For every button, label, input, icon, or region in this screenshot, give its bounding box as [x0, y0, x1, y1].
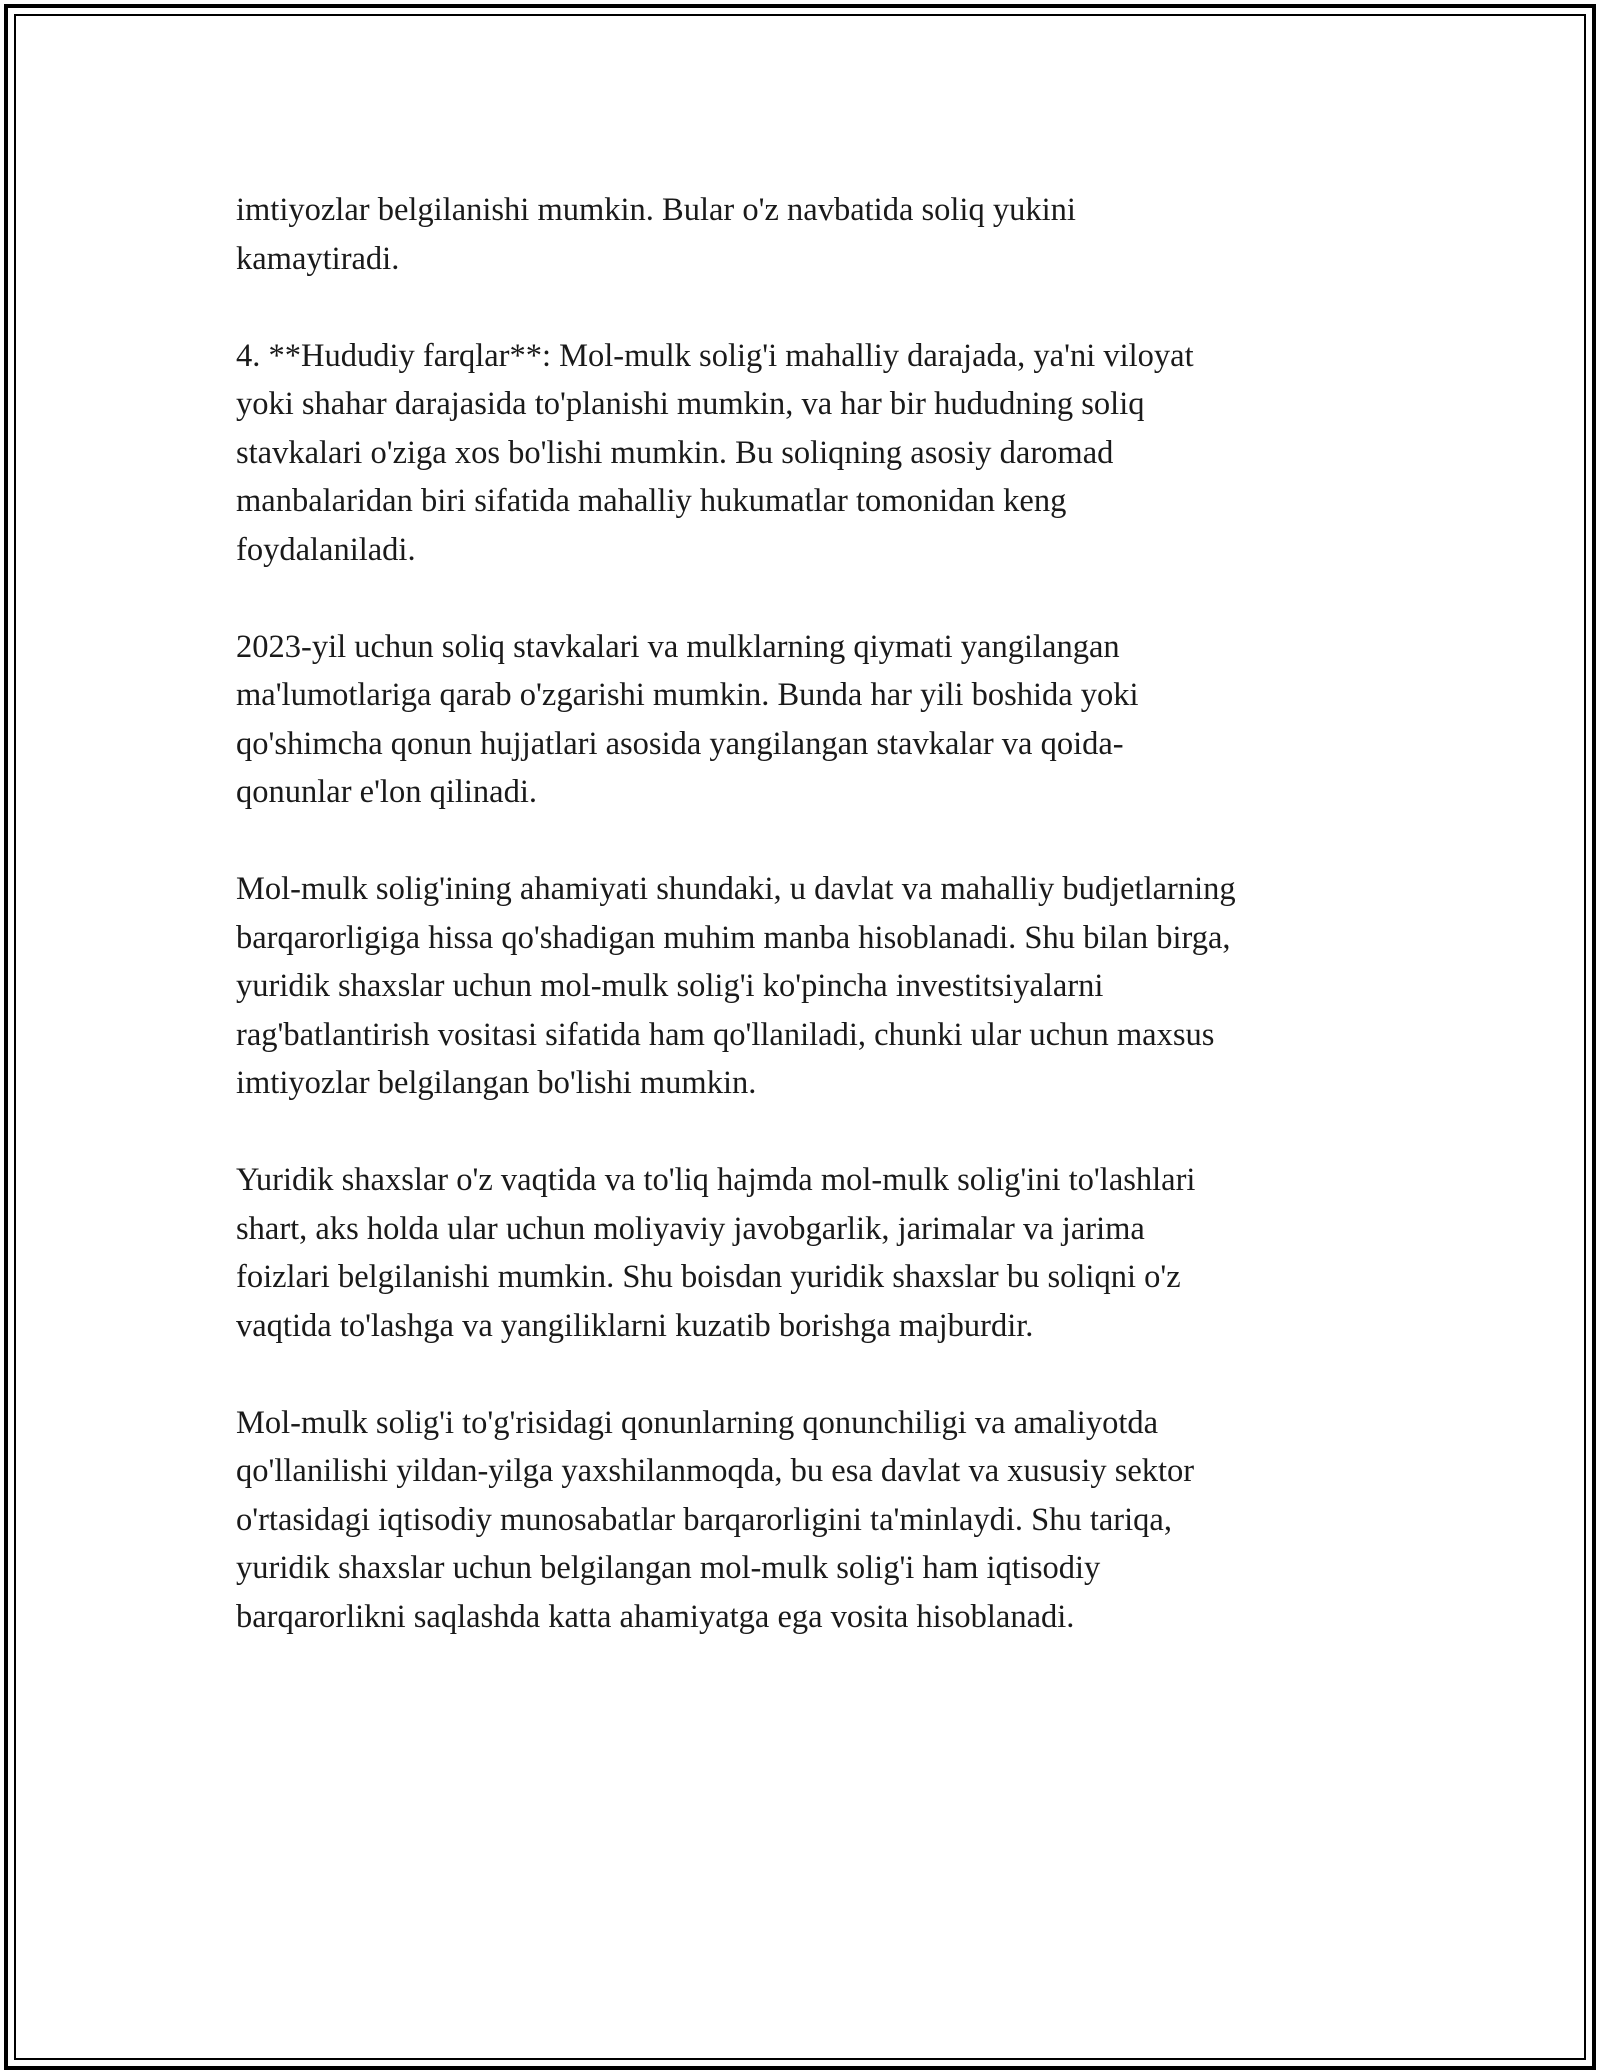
paragraph-tax-relief: imtiyozlar belgilanishi mumkin. Bular o'z navbatida soliq yukini kamaytiradi.: [236, 192, 1076, 277]
paragraph-legal-entities-obligation: Yuridik shaxslar o'z vaqtida va to'liq hajmda mol-mulk solig'ini to'lashlari shart, aks holda ular uchun moliyaviy javobgarlik, jarimalar va jarima foizlari belgilanishi mumkin. Shu boisdan yuridik shaxslar bu soliqni o'z vaqtida to'lashga va yangiliklarni kuzatib borishga majburdir.: [236, 1162, 1196, 1344]
paragraph-conclusion: Mol-mulk solig'i to'g'risidagi qonunlarning qonunchiligi va amaliyotda qo'llanilishi yildan-yilga yaxshilanmoqda, bu esa davlat va xususiy sektor o'rtasidagi iqtisodiy munosabatlar barqarorligini ta'minlaydi. Shu tariqa, yuridik shaxslar uchun belgilangan mol-mulk solig'i ham iqtisodiy barqarorlikni saqlashda katta ahamiyatga ega vosita hisoblanadi.: [236, 1404, 1195, 1635]
paragraph-2023-rates: 2023-yil uchun soliq stavkalari va mulklarning qiymati yangilangan ma'lumotlariga qarab o'zgarishi mumkin. Bunda har yili boshida yoki qo'shimcha qonun hujjatlari asosida yangilangan stavkalar va qoida- qonunlar e'lon qilinadi.: [236, 628, 1139, 810]
paragraph-importance: Mol-mulk solig'ining ahamiyati shundaki, u davlat va mahalliy budjetlarning barqarorligiga hissa qo'shadigan muhim manba hisoblanadi. Shu bilan birga, yuridik shaxslar uchun mol-mulk solig'i ko'pincha investitsiyalarni rag'batlantirish vositasi sifatida ham qo'llaniladi, chunki ular uchun maxsus imtiyozlar belgilangan bo'lishi mumkin.: [236, 871, 1236, 1101]
document-body: [236, 186, 1386, 1690]
paragraph-regional-differences: 4. **Hududiy farqlar**: Mol-mulk solig'i mahalliy darajada, ya'ni viloyat yoki shahar darajasida to'planishi mumkin, va har bir hududning soliq stavkalari o'ziga xos bo'lishi mumkin. Bu soliqning asosiy daromad manbalaridan biri sifatida mahalliy hukumatlar tomonidan keng foydalaniladi.: [236, 337, 1194, 568]
